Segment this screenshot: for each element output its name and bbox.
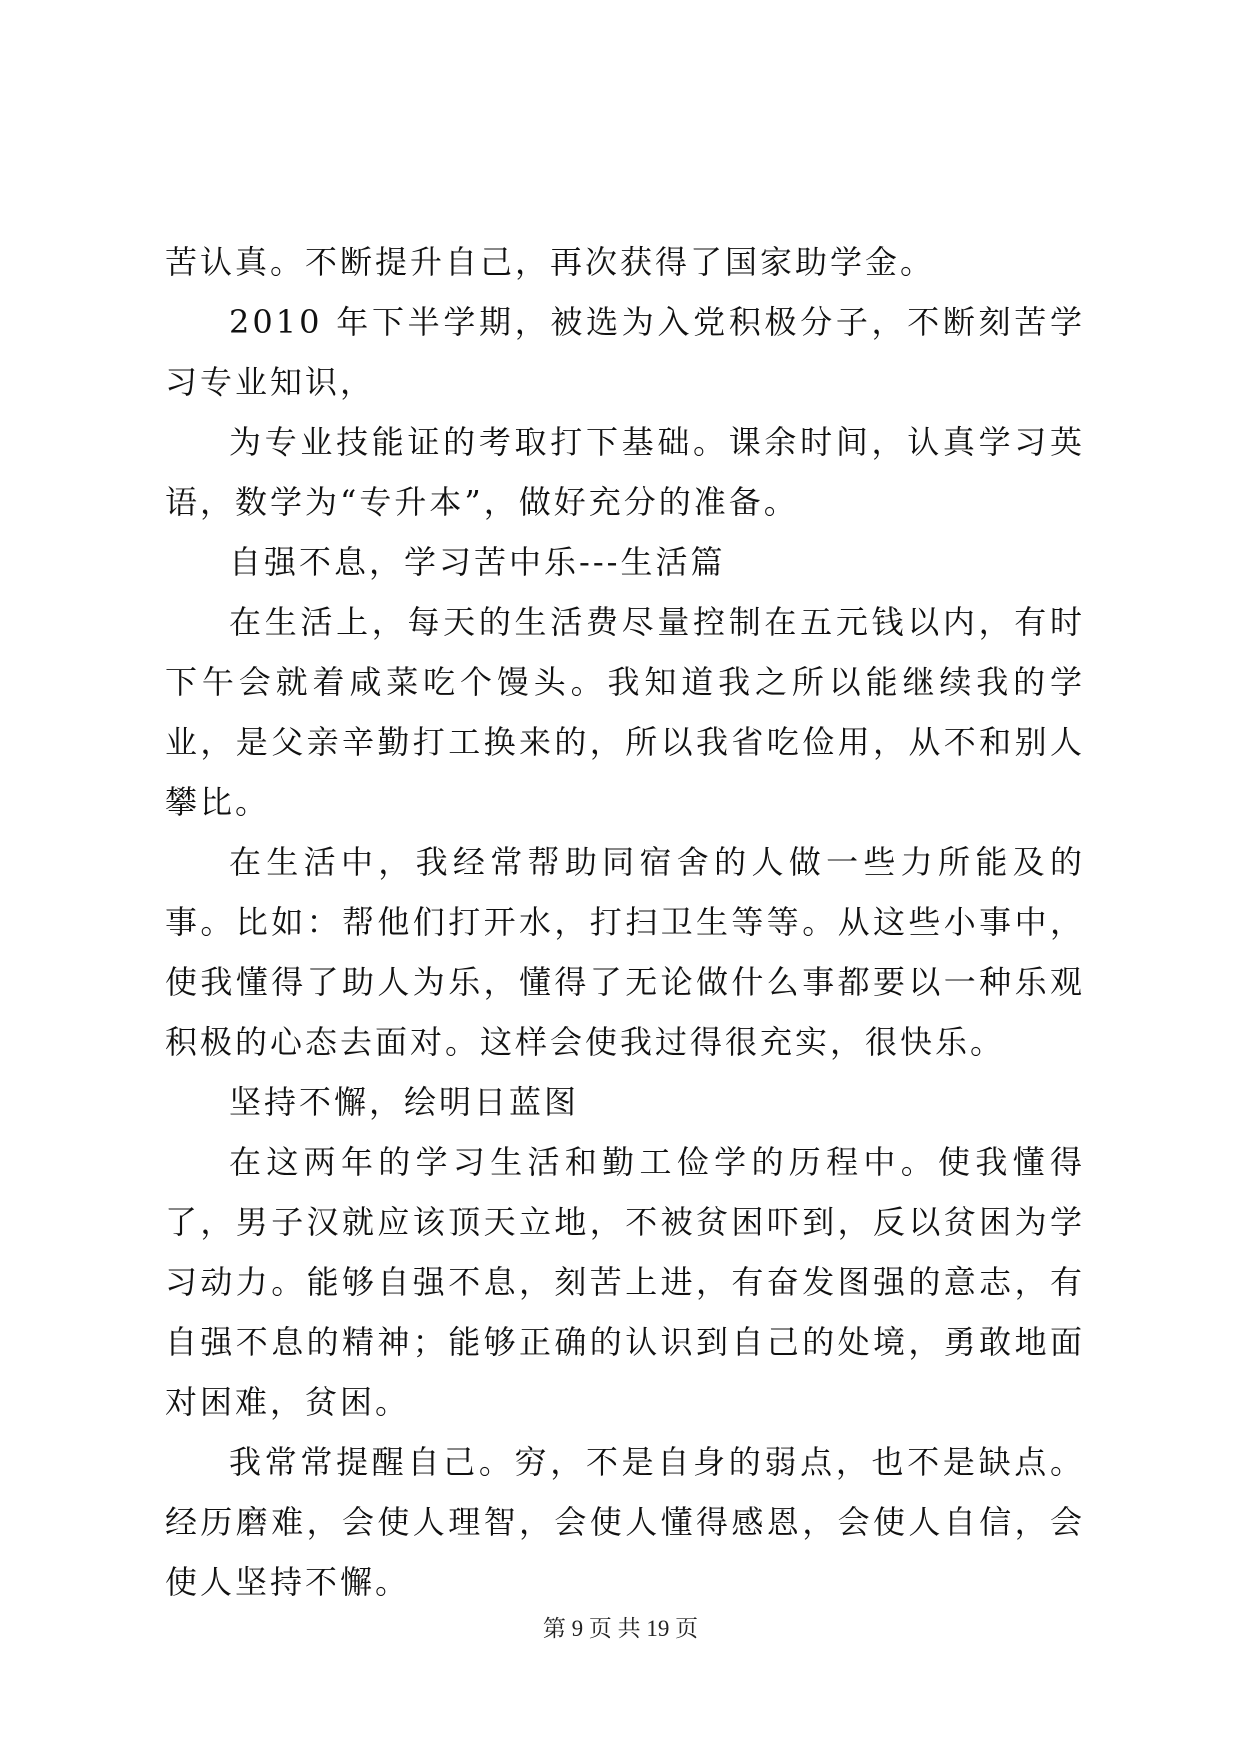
paragraph-9: 我常常提醒自己。穷，不是自身的弱点，也不是缺点。经历磨难，会使人理智，会使人懂得感恩，会使人自信，会使人坚持不懈。: [165, 1443, 1085, 1601]
section-heading-persistence: 坚持不懈，绘明日蓝图: [229, 1083, 580, 1121]
paragraph-3: 为专业技能证的考取打下基础。课余时间，认真学习英语，数学为“专升本”，做好充分的准备。: [165, 423, 1085, 521]
paragraph-5: 在生活上，每天的生活费尽量控制在五元钱以内，有时下午会就着咸菜吃个馒头。我知道我之所以能继续我的学业，是父亲辛勤打工换来的，所以我省吃俭用，从不和别人攀比。: [165, 603, 1085, 821]
paragraph-8: 在这两年的学习生活和勤工俭学的历程中。使我懂得了，男子汉就应该顶天立地，不被贫困吓到，反以贫困为学习动力。能够自强不息，刻苦上进，有奋发图强的意志，有自强不息的精神；能够正确的认识到自己的处境，勇敢地面对困难，贫困。: [165, 1143, 1085, 1421]
paragraph-2: 2010 年下半学期，被选为入党积极分子，不断刻苦学习专业知识，: [165, 303, 1085, 401]
paragraph-6: 在生活中，我经常帮助同宿舍的人做一些力所能及的事。比如：帮他们打开水，打扫卫生等等。从这些小事中，使我懂得了助人为乐，懂得了无论做什么事都要以一种乐观积极的心态去面对。这样会使我过得很充实，很快乐。: [165, 843, 1085, 1061]
document-body: [165, 232, 1085, 1612]
section-heading-life: 自强不息，学习苦中乐---生活篇: [229, 543, 726, 581]
paragraph-1: 苦认真。不断提升自己，再次获得了国家助学金。: [165, 243, 936, 281]
page-number-footer: 第 9 页 共 19 页: [542, 1616, 699, 1641]
